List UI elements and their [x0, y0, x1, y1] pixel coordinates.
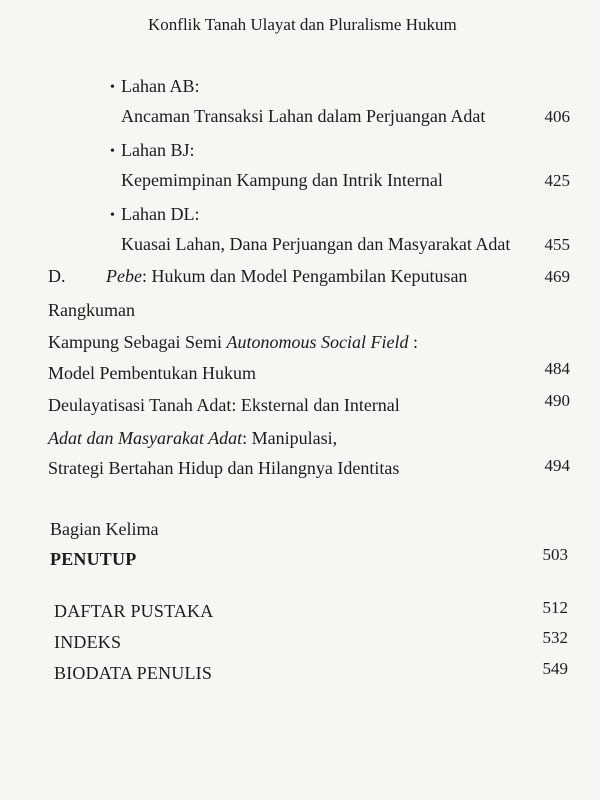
toc-page-number: 512	[542, 598, 568, 617]
toc-entry-title	[48, 331, 418, 353]
toc-page-number: 425	[544, 171, 570, 190]
toc-page-number: 490	[544, 391, 570, 410]
toc-entry-label: Lahan BJ:	[121, 140, 195, 160]
toc-page-number: 455	[544, 235, 570, 254]
toc-entry-title: DAFTAR PUSTAKA	[54, 601, 214, 621]
toc-page-number: 469	[544, 267, 570, 286]
toc-entry-label: Lahan DL:	[121, 204, 200, 224]
toc-entry-title	[48, 427, 337, 449]
bullet-icon: •	[110, 80, 115, 95]
title-rest: : Manipulasi,	[242, 428, 338, 448]
title-italic: Autonomous Social Field	[226, 332, 409, 352]
toc-entry-title: INDEKS	[54, 632, 122, 652]
section-letter: D.	[48, 266, 66, 286]
running-header: Konflik Tanah Ulayat dan Pluralisme Hukum	[148, 15, 457, 34]
part-title: PENUTUP	[50, 549, 137, 569]
toc-entry-title: Deulayatisasi Tanah Adat: Eksternal dan Internal	[48, 395, 400, 415]
toc-page-number: 406	[544, 107, 570, 126]
part-label: Bagian Kelima	[50, 519, 159, 539]
title-italic: Adat dan Masyarakat Adat	[48, 428, 243, 448]
toc-entry-title: Strategi Bertahan Hidup dan Hilangnya Identitas	[48, 458, 400, 478]
section-heading: Rangkuman	[48, 300, 135, 320]
title-end: :	[408, 332, 418, 352]
toc-page-number: 549	[542, 659, 568, 678]
bullet-icon: •	[110, 144, 115, 159]
toc-entry-title	[106, 265, 467, 287]
title-italic: Pebe	[106, 266, 142, 286]
toc-page-number: 494	[544, 456, 570, 475]
toc-entry-title: Ancaman Transaksi Lahan dalam Perjuangan Adat	[121, 106, 486, 126]
toc-entry-title: BIODATA PENULIS	[54, 663, 213, 683]
toc-entry-title: Model Pembentukan Hukum	[48, 363, 256, 383]
toc-page-number: 484	[544, 359, 570, 378]
toc-page-number: 532	[542, 628, 568, 647]
toc-entry-title: Kuasai Lahan, Dana Perjuangan dan Masyarakat Adat	[121, 234, 511, 254]
toc-entry-label: Lahan AB:	[121, 76, 200, 96]
toc-page-number: 503	[542, 545, 568, 564]
bullet-icon: •	[110, 208, 115, 223]
toc-entry-title: Kepemimpinan Kampung dan Intrik Internal	[121, 170, 443, 190]
title-plain: Kampung Sebagai Semi	[48, 332, 227, 352]
title-rest: : Hukum dan Model Pengambilan Keputusan	[141, 266, 468, 286]
